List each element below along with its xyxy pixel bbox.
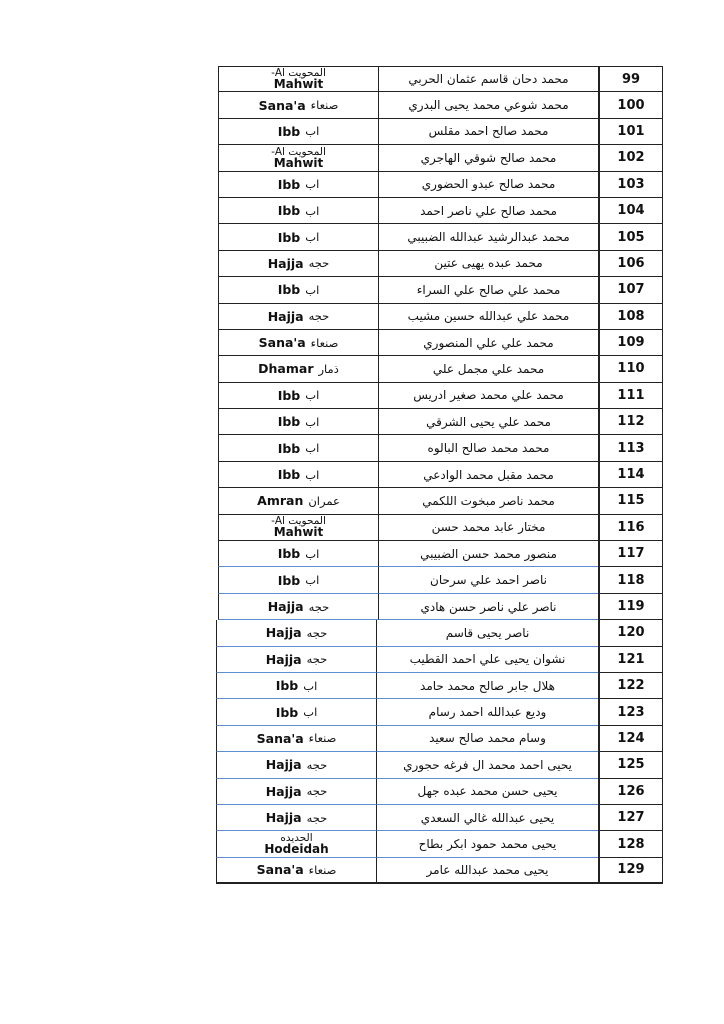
row-number: 107 [598, 277, 663, 303]
row-number: 121 [598, 647, 663, 673]
region-en: Ibb [277, 467, 301, 483]
region-cell [218, 119, 378, 145]
region-en: Hodeidah [264, 842, 329, 857]
region-en: Ibb [277, 123, 301, 139]
region-label [271, 68, 326, 90]
table-row [218, 726, 663, 752]
region-ar: عمران [308, 493, 340, 508]
region-label [271, 147, 326, 169]
region-cell [218, 383, 378, 409]
region-en: Ibb [277, 546, 301, 562]
region-label [257, 731, 337, 746]
region-cell [216, 699, 376, 725]
region-label [268, 309, 330, 324]
region-label [266, 625, 328, 640]
table-row [218, 277, 663, 303]
region-cell [218, 356, 378, 382]
region-cell [218, 172, 378, 198]
region-ar: صنعاء [308, 731, 337, 746]
region-en: Hajja [265, 625, 302, 641]
region-en: Hajja [267, 308, 304, 324]
region-en: Hajja [265, 810, 302, 826]
table-row [218, 224, 663, 250]
region-en: Ibb [275, 704, 299, 720]
row-number: 108 [598, 304, 663, 330]
name-cell: نشوان يحيى علي احمد القطيب [376, 647, 598, 673]
table-row [218, 858, 663, 884]
region-ar: اب [305, 414, 320, 429]
region-label [278, 230, 320, 245]
row-number: 117 [598, 541, 663, 567]
roster-table [218, 66, 663, 884]
region-label [278, 203, 320, 218]
name-cell: محمد علي عبدالله حسين مشيب [378, 304, 598, 330]
table-row [218, 330, 663, 356]
table-row [218, 620, 663, 646]
region-en: Mahwit [273, 525, 324, 540]
region-en: Hajja [265, 757, 302, 773]
name-cell: يحيى احمد محمد ال فرغه حجوري [376, 752, 598, 778]
region-ar: اب [303, 678, 318, 693]
region-cell [218, 251, 378, 277]
table-row [218, 831, 663, 857]
region-ar: اب [305, 467, 320, 482]
name-cell: محمد علي صالح علي السراء [378, 277, 598, 303]
region-cell [218, 541, 378, 567]
region-ar: صنعاء [308, 862, 337, 877]
region-label [258, 361, 339, 376]
row-number: 127 [598, 805, 663, 831]
row-number: 110 [598, 356, 663, 382]
region-en: Ibb [277, 387, 301, 403]
name-cell: محمد صالح احمد مقلس [378, 119, 598, 145]
region-en: Ibb [277, 572, 301, 588]
row-number: 122 [598, 673, 663, 699]
region-label [266, 810, 328, 825]
region-ar: حجه [308, 309, 330, 324]
region-cell [216, 647, 376, 673]
table-row [218, 779, 663, 805]
region-label [278, 177, 320, 192]
region-label [278, 124, 320, 139]
table-row [218, 462, 663, 488]
name-cell: محمد صالح شوقي الهاجري [378, 145, 598, 171]
region-en: Hajja [265, 783, 302, 799]
row-number: 111 [598, 383, 663, 409]
row-number: 118 [598, 567, 663, 593]
region-cell [218, 488, 378, 514]
row-number: 119 [598, 594, 663, 620]
row-number: 124 [598, 726, 663, 752]
region-label [278, 282, 320, 297]
region-label [259, 335, 339, 350]
region-label [266, 784, 328, 799]
name-cell: ناصر علي ناصر حسن هادي [378, 594, 598, 620]
region-cell [218, 66, 378, 92]
region-en: Dhamar [258, 361, 314, 377]
name-cell: ناصر يحيى قاسم [376, 620, 598, 646]
region-cell [218, 304, 378, 330]
region-en: Mahwit [273, 155, 324, 170]
table-row [218, 409, 663, 435]
region-en: Mahwit [273, 77, 324, 92]
region-ar: الحديده [280, 832, 313, 845]
region-ar: اب [305, 203, 320, 218]
region-ar: حجه [308, 256, 330, 271]
name-cell: ناصر احمد علي سرحان [378, 567, 598, 593]
row-number: 109 [598, 330, 663, 356]
row-number: 129 [598, 858, 663, 884]
region-cell [218, 145, 378, 171]
row-number: 100 [598, 92, 663, 118]
name-cell: محمد ناصر مبخوت اللكمي [378, 488, 598, 514]
table-row [218, 172, 663, 198]
table-row [218, 119, 663, 145]
region-en: Ibb [275, 678, 299, 694]
name-cell: محمد عبده يهيى عتين [378, 251, 598, 277]
region-ar: صنعاء [310, 98, 339, 113]
region-ar: حجه [306, 810, 328, 825]
region-ar: المحويت Al- [271, 515, 326, 528]
name-cell: محمد صالح علي ناصر احمد [378, 198, 598, 224]
name-cell: يحيى عبدالله غالي السعدي [376, 805, 598, 831]
region-en: Ibb [277, 414, 301, 430]
region-en: Hajja [267, 255, 304, 271]
table-row [218, 435, 663, 461]
region-ar: اب [305, 573, 320, 588]
region-label [278, 388, 320, 403]
region-ar: اب [305, 441, 320, 456]
table-row [218, 198, 663, 224]
region-cell [218, 224, 378, 250]
region-ar: المحويت Al- [271, 67, 326, 80]
region-label [257, 493, 340, 508]
region-label [266, 652, 328, 667]
row-number: 105 [598, 224, 663, 250]
table-row [218, 515, 663, 541]
region-en: Sana'a [258, 335, 306, 351]
table-row [218, 66, 663, 92]
region-ar: اب [303, 705, 318, 720]
name-cell: محمد مقبل محمد الوادعي [378, 462, 598, 488]
region-label [276, 705, 318, 720]
region-label [278, 546, 320, 561]
region-cell [216, 805, 376, 831]
region-label [278, 441, 320, 456]
region-label [266, 757, 328, 772]
region-cell [218, 277, 378, 303]
region-cell [218, 515, 378, 541]
name-cell: مختار عابد محمد حسن [378, 515, 598, 541]
region-cell [216, 779, 376, 805]
row-number: 120 [598, 620, 663, 646]
row-number: 102 [598, 145, 663, 171]
name-cell: يحيى محمد حمود ابكر بطاح [376, 831, 598, 857]
region-en: Sana'a [258, 97, 306, 113]
region-cell [216, 831, 376, 857]
region-cell [216, 620, 376, 646]
table-row [218, 647, 663, 673]
region-ar: حجه [306, 784, 328, 799]
region-label [278, 573, 320, 588]
name-cell: محمد صالح عبدو الحضوري [378, 172, 598, 198]
region-ar: اب [305, 124, 320, 139]
row-number: 123 [598, 699, 663, 725]
region-label [268, 256, 330, 271]
region-ar: المحويت Al- [271, 145, 326, 158]
region-ar: حجه [306, 652, 328, 667]
region-label [257, 862, 337, 877]
name-cell: وديع عبدالله احمد رسام [376, 699, 598, 725]
region-ar: اب [305, 177, 320, 192]
region-cell [216, 858, 376, 884]
region-label [278, 414, 320, 429]
region-en: Hajja [267, 599, 304, 614]
table-row [218, 752, 663, 778]
row-number: 99 [598, 66, 663, 92]
table-row [218, 145, 663, 171]
region-cell [216, 673, 376, 699]
table-row [218, 567, 663, 593]
table-row [218, 541, 663, 567]
region-label [271, 516, 326, 538]
region-ar: اب [305, 546, 320, 561]
region-en: Ibb [277, 440, 301, 456]
name-cell: محمد علي محمد صغير ادريس [378, 383, 598, 409]
table-row [218, 594, 663, 620]
region-label [264, 833, 328, 855]
row-number: 113 [598, 435, 663, 461]
row-number: 115 [598, 488, 663, 514]
region-label [259, 98, 339, 113]
row-number: 106 [598, 251, 663, 277]
region-ar: حجه [306, 757, 328, 772]
name-cell: يحيى حسن محمد عبده جهل [376, 779, 598, 805]
name-cell: محمد دحان قاسم عثمان الحربي [378, 66, 598, 92]
region-ar: ذمار [318, 361, 339, 376]
name-cell: محمد علي يحيى الشرقي [378, 409, 598, 435]
region-cell [218, 409, 378, 435]
row-number: 125 [598, 752, 663, 778]
region-en: Ibb [277, 282, 301, 298]
region-en: Sana'a [256, 862, 304, 878]
row-number: 104 [598, 198, 663, 224]
name-cell: منصور محمد حسن الضبيبي [378, 541, 598, 567]
table-row [218, 356, 663, 382]
region-cell [216, 726, 376, 752]
region-en: Ibb [277, 176, 301, 192]
region-label [276, 678, 318, 693]
table-row [218, 304, 663, 330]
table-row [218, 92, 663, 118]
name-cell: يحيى محمد عبدالله عامر [376, 858, 598, 884]
row-number: 128 [598, 831, 663, 857]
region-cell [218, 435, 378, 461]
name-cell: محمد محمد صالح البالوه [378, 435, 598, 461]
region-label [278, 467, 320, 482]
region-cell [218, 330, 378, 356]
table-row [218, 673, 663, 699]
region-cell [218, 462, 378, 488]
table-row [218, 805, 663, 831]
region-cell [218, 92, 378, 118]
region-en: Sana'a [256, 730, 304, 746]
name-cell: محمد علي مجمل علي [378, 356, 598, 382]
region-ar: اب [305, 230, 320, 245]
region-en: Amran [257, 493, 304, 509]
name-cell: هلال جابر صالح محمد حامد [376, 673, 598, 699]
region-ar: اب [305, 282, 320, 297]
region-cell [218, 198, 378, 224]
row-number: 126 [598, 779, 663, 805]
region-en: Ibb [277, 229, 301, 245]
region-ar: صنعاء [310, 335, 339, 350]
name-cell: محمد شوعي محمد يحيى البدري [378, 92, 598, 118]
region-label [268, 599, 330, 614]
region-ar: حجه [308, 599, 330, 614]
row-number: 116 [598, 515, 663, 541]
table-row [218, 383, 663, 409]
row-number: 112 [598, 409, 663, 435]
region-en: Ibb [277, 203, 301, 219]
region-ar: اب [305, 388, 320, 403]
name-cell: وسام محمد صالح سعيد [376, 726, 598, 752]
row-number: 103 [598, 172, 663, 198]
name-cell: محمد علي علي المنصوري [378, 330, 598, 356]
row-number: 101 [598, 119, 663, 145]
region-cell [218, 567, 378, 593]
region-cell [218, 594, 378, 620]
table-row [218, 488, 663, 514]
row-number: 114 [598, 462, 663, 488]
table-row [218, 699, 663, 725]
region-cell [216, 752, 376, 778]
region-ar: حجه [306, 625, 328, 640]
table-row [218, 251, 663, 277]
name-cell: محمد عبدالرشيد عبدالله الضبيبي [378, 224, 598, 250]
region-en: Hajja [265, 651, 302, 667]
